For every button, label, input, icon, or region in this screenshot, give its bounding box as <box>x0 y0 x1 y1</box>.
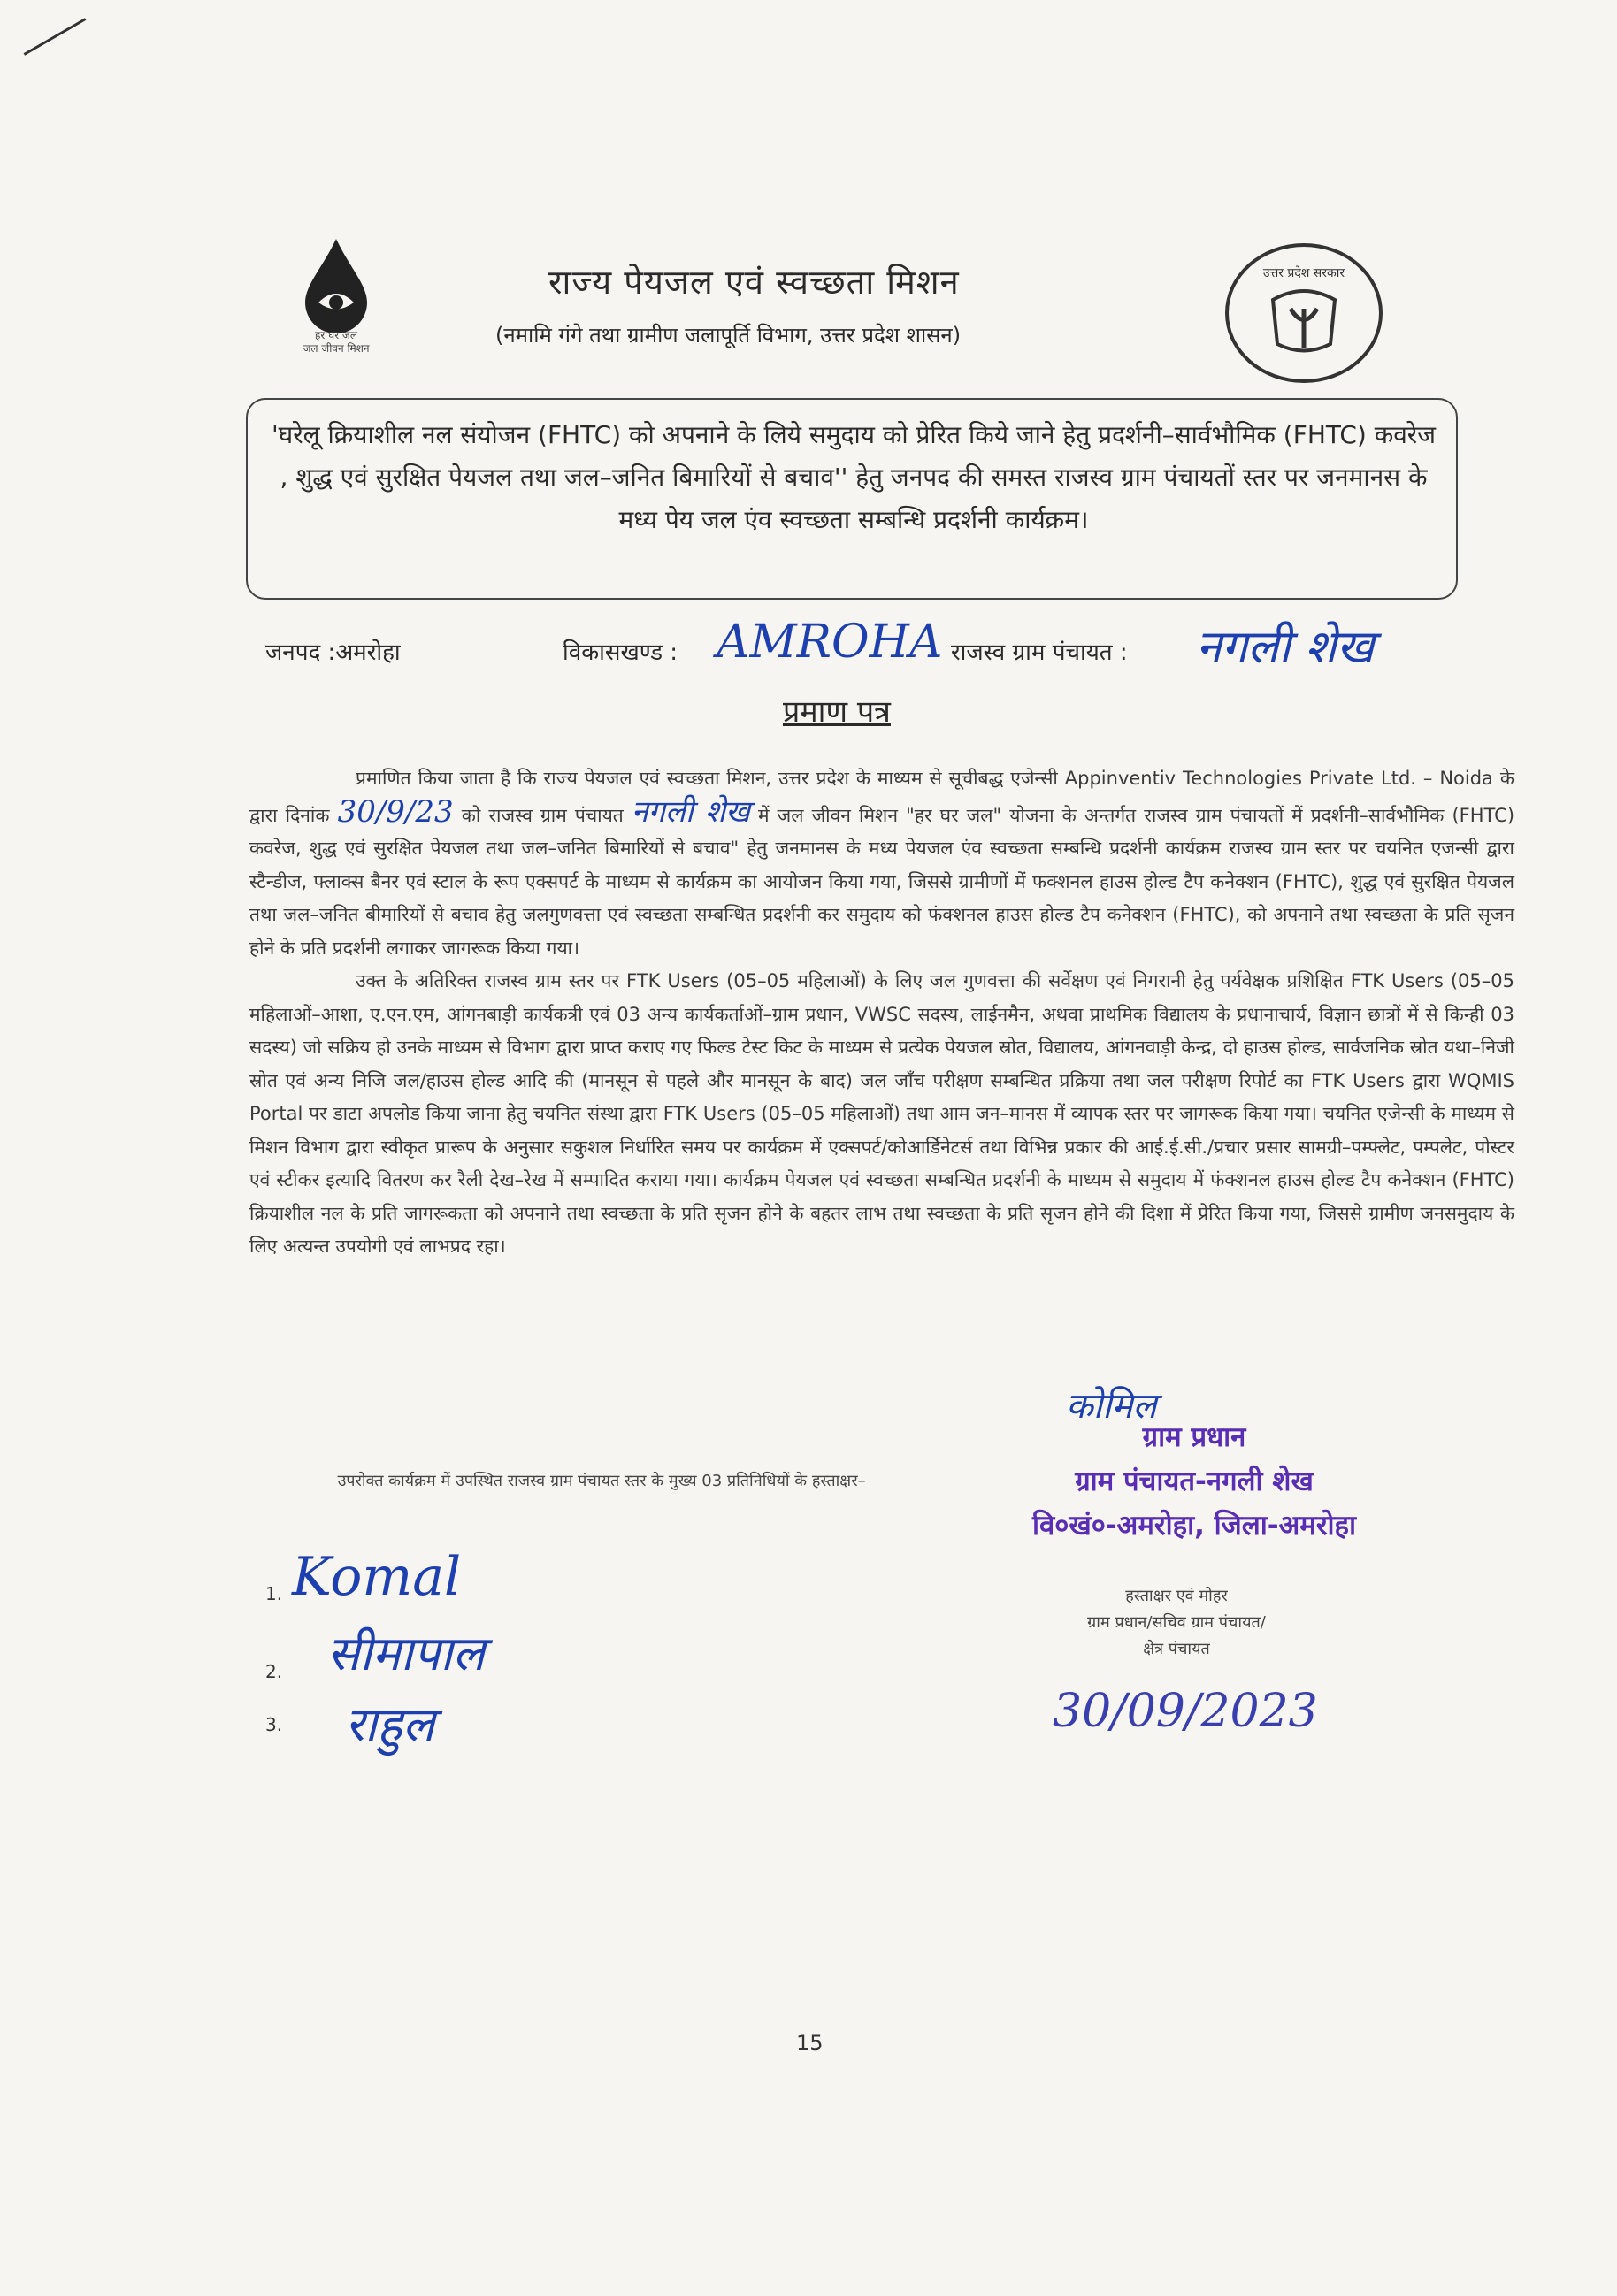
attendee-signature-1: Komal <box>292 1546 462 1608</box>
up-government-seal <box>1225 243 1383 383</box>
panchayat-value-handwritten: नगली शेख <box>1196 621 1375 674</box>
certificate-body <box>249 762 1514 1264</box>
signatory-caption-2: ग्राम प्रधान/सचिव ग्राम पंचायत/ <box>1087 1613 1266 1632</box>
department-title: राज्य पेयजल एवं स्वच्छता मिशन <box>548 263 960 302</box>
signatory-caption <box>1008 1583 1345 1663</box>
corner-pen-mark <box>24 18 87 56</box>
signatory-caption-1: हस्ताक्षर एवं मोहर <box>1125 1587 1228 1605</box>
attendee-signature-2: सीमापाल <box>327 1626 486 1681</box>
program-title-text: 'घरेलू क्रियाशील नल संयोजन (FHTC) को अपनाने के लिये समुदाय को प्रेरित किये जाने हेतु प्रदर्शनी–सार्वभौमिक (FHTC) कवरेज , शुद्ध एवं सुरक्षित पेयजल तथा जल–जनित बिमारियों से बचाव'' हेतु जनपद की समस्त राजस्व ग्राम पंचायतों स्तर पर जनमानस के मध्य पेय जल एंव स्वच्छता सम्बन्धि प्रदर्शनी कार्यक्रम। <box>271 420 1437 534</box>
attendee-signature-3: राहुल <box>345 1696 435 1752</box>
stamp-line-2: ग्राम पंचायत-नगली शेख <box>1075 1466 1314 1497</box>
village-handwritten: नगली शेख <box>631 793 750 830</box>
attendee-number-1: 1. <box>265 1583 283 1604</box>
stamp-line-1: ग्राम प्रधान <box>1142 1421 1246 1453</box>
district-label: जनपद :अमरोहा <box>265 639 401 666</box>
date-handwritten: 30/9/23 <box>337 793 454 830</box>
seal-text: उत्तर प्रदेश सरकार <box>1262 266 1345 280</box>
para1-part-b: को राजस्व ग्राम पंचायत <box>461 804 624 826</box>
stamp-line-3: वि०खं०-अमरोहा, जिला-अमरोहा <box>1031 1510 1357 1542</box>
paragraph-2: उक्त के अतिरिक्त राजस्व ग्राम स्तर पर FTK Users (05–05 महिलाओं) के लिए जल गुणवत्ता की सर्वेक्षण एवं निगरानी हेतु पर्यवेक्षक प्रशिक्षित FTK Users (05–05 महिलाओं–आशा, ए.एन.एम, आंगनबाड़ी कार्यकत्री एवं 03 अन्य कार्यकर्ताओं–ग्राम प्रधान, VWSC सदस्य, लाईनमैन, अथवा प्राथमिक विद्यालय के प्रधानाचार्य, विज्ञान छात्रों में से किन्ही 03 सदस्य) जो सक्रिय हो उनके माध्यम से विभाग द्वारा प्राप्त कराए गए फिल्ड टेस्ट किट के माध्यम से प्रत्येक पेयजल स्रोत, विद्यालय, आंगनवाड़ी केन्द्र, दो हाउस होल्ड, सार्वजनिक स्रोत यथा–निजी स्रोत एवं अन्य निजि जल/हाउस होल्ड आदि की (मानसून से पहले और मानसून के बाद) जल जाँच परीक्षण सम्बन्धित प्रक्रिया तथा जल परीक्षण रिपोर्ट का FTK Users द्वारा WQMIS Portal पर डाटा अपलोड किया जाना हेतु चयनित संस्था द्वारा FTK Users (05–05 महिलाओं) तथा आम जन–मानस में व्यापक स्तर पर जागरूक किया गया। चयनित एजेन्सी के माध्यम से मिशन विभाग द्वारा स्वीकृत प्रारूप के अनुसार सकुशल निर्धारित समय पर कार्यक्रम में एक्सपर्ट/कोआर्डिनेटर्स तथा विभिन्न प्रकार की आई.ई.सी./प्रचार प्रसार सामग्री–पम्फ्लेट, पम्पलेट, पोस्टर एवं स्टीकर इत्यादि वितरण कर रैली देख–रेख में सम्पादित कराया गया। कार्यक्रम पेयजल एवं स्वच्छता सम्बन्धित प्रदर्शनी के माध्यम से समुदाय में फंक्शनल हाउस होल्ड टैप कनेक्शन (FHTC) क्रियाशील नल के प्रति जागरूकता को अपनाने तथा स्वच्छता के प्रति सृजन होने के बहतर लाभ तथा स्वच्छता के प्रति सृजन होने की दिशा में प्रेरित किया गया, जिससे ग्रामीण जनसमुदाय के लिए अत्यन्त उपयोगी एवं लाभप्रद रहा। <box>249 970 1514 1257</box>
pradhan-signature: कोमिल <box>1066 1386 1157 1427</box>
attendee-number-2: 2. <box>265 1661 283 1682</box>
para1-part-a: प्रमाणित किया जाता है कि राज्य पेयजल एवं स्वच्छता मिशन, उत्तर प्रदेश के माध्यम से सूचीबद्ध एजेन्सी Appinventiv Technologies Private Ltd. – Noida के द्वारा दिनांक <box>249 768 1514 826</box>
logo-left-text: हर घर जल जल जीवन मिशन <box>303 329 370 355</box>
certificate-title: प्रमाण पत्र <box>783 694 891 730</box>
jal-jeevan-mission-logo <box>270 232 402 382</box>
block-value-handwritten: AMROHA <box>717 616 943 669</box>
attendee-number-3: 3. <box>265 1714 283 1735</box>
signatory-caption-3: क्षेत्र पंचायत <box>1143 1640 1210 1658</box>
department-subtitle: (नमामि गंगे तथा ग्रामीण जलापूर्ति विभाग, उत्तर प्रदेश शासन) <box>495 323 962 348</box>
page-number: 15 <box>796 2031 824 2055</box>
paragraph-1 <box>249 762 1514 965</box>
official-stamp <box>982 1415 1406 1548</box>
block-label: विकासखण्ड : <box>563 639 678 666</box>
attendees-caption: उपरोक्त कार्यक्रम में उपस्थित राजस्व ग्राम पंचायत स्तर के मुख्य 03 प्रतिनिधियों के हस्ताक्षर– <box>337 1472 866 1490</box>
para1-part-c: में जल जीवन मिशन "हर घर जल" योजना के अन्तर्गत राजस्व ग्राम पंचायतों में प्रदर्शनी–सार्वभौमिक (FHTC) कवरेज, शुद्ध एवं सुरक्षित पेयजल तथा जल–जनित बिमारियों से बचाव" हेतु जनमानस के मध्य पेयजल एंव स्वच्छता सम्बन्धि प्रदर्शनी कार्यक्रम राजस्व ग्राम स्तर पर चयनित एजन्सी द्वारा स्टैन्डीज, फ्लाक्स बैनर एवं स्टाल के रूप एक्सपर्ट के माध्यम से कार्यक्रम का आयोजन किया गया, जिससे ग्रामीणों में फक्शनल हाउस होल्ड टैप कनेक्शन (FHTC), शुद्ध एवं सुरक्षित पेयजल तथा जल–जनित बीमारियों से बचाव हेतु जलगुणवत्ता एवं स्वच्छता सम्बन्धित प्रदर्शनी कर समुदाय को फंक्शनल हाउस होल्ड टैप कनेक्शन (FHTC), को अपनाने तथा स्वच्छता के प्रति सृजन होने के प्रति प्रदर्शनी लगाकर जागरूक किया गया। <box>249 804 1515 959</box>
signatory-date-handwritten: 30/09/2023 <box>1053 1685 1318 1738</box>
panchayat-label: राजस्व ग्राम पंचायत : <box>951 639 1128 666</box>
